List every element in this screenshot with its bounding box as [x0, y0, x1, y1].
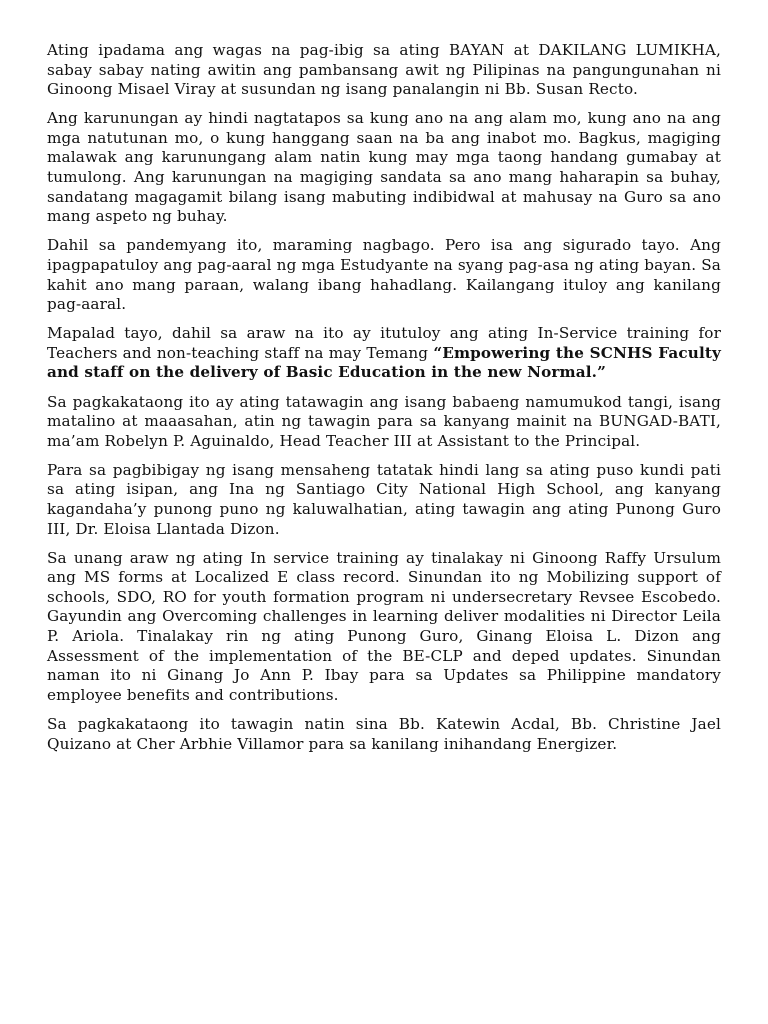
paragraph-bungad-bati: Sa pagkakataong ito ay ating tatawagin ang isang babaeng namumukod tangi, isang matalino at maaasahan, atin ng tawagin para sa kanyang mainit na BUNGAD-BATI, ma’am Robelyn P. Aguinaldo, Head Teacher III at Assistant to the Principal. [47, 392, 721, 450]
paragraph-opening-prayer: Ating ipadama ang wagas na pag-ibig sa ating BAYAN at DAKILANG LUMIKHA, sabay sabay nating awitin ang pambansang awit ng Pilipinas na pangungunahan ni Ginoong Misael Viray at susundan ng isang panalangin ni Bb. Susan Recto. [47, 41, 721, 99]
document-page [47, 41, 721, 764]
theme-title: “Empowering the SCNHS Faculty and staff on the delivery of Basic Education in the new Normal.” [47, 343, 721, 382]
paragraph-pandemya: Dahil sa pandemyang ito, maraming nagbago. Pero isa ang sigurado tayo. Ang ipagpapatuloy ang pag-aaral ng mga Estudyante na syang pag-asa ng ating bayan. Sa kahit ano mang paraan, walang ibang hahadlang. Kailangang ituloy ang kanilang pag-aaral. [47, 236, 721, 314]
paragraph-mensahe: Para sa pagbibigay ng isang mensaheng tatatak hindi lang sa ating puso kundi pati sa ating isipan, ang Ina ng Santiago City National High School, ang kanyang kagandaha’y punong puno ng kaluwalhatian, ating tawagin ang ating Punong Guro III, Dr. Eloisa Llantada Dizon. [47, 460, 721, 538]
paragraph-karunungan: Ang karunungan ay hindi nagtatapos sa kung ano na ang alam mo, kung ano na ang mga natutunan mo, o kung hanggang saan na ba ang inabot mo. Bagkus, magiging malawak ang karunungang alam natin kung may mga taong handang gumabay at tumulong. Ang karunungan na magiging sandata sa ano mang haharapin sa buhay, sandatang magagamit bilang isang mabuting indibidwal at mahusay na Guro sa ano mang aspeto ng buhay. [47, 109, 721, 226]
paragraph-energizer: Sa pagkakataong ito tawagin natin sina Bb. Katewin Acdal, Bb. Christine Jael Quizano at Cher Arbhie Villamor para sa kanilang inihandang Energizer. [47, 714, 721, 753]
theme-intro-text: Mapalad tayo, dahil sa araw na ito ay itutuloy ang ating In-Service training for Teachers and non-teaching staff na may Temang [47, 324, 721, 362]
paragraph-theme [47, 324, 721, 383]
paragraph-unang-araw: Sa unang araw ng ating In service training ay tinalakay ni Ginoong Raffy Ursulum ang MS forms at Localized E class record. Sinundan ito ng Mobilizing support of schools, SDO, RO for youth formation program ni undersecretary Revsee Escobedo. Gayundin ang Overcoming challenges in learning deliver modalities ni Director Leila P. Ariola. Tinalakay rin ng ating Punong Guro, Ginang Eloisa L. Dizon ang Assessment of the implementation of the BE-CLP and deped updates. Sinundan naman ito ni Ginang Jo Ann P. Ibay para sa Updates sa Philippine mandatory employee benefits and contributions. [47, 548, 721, 704]
